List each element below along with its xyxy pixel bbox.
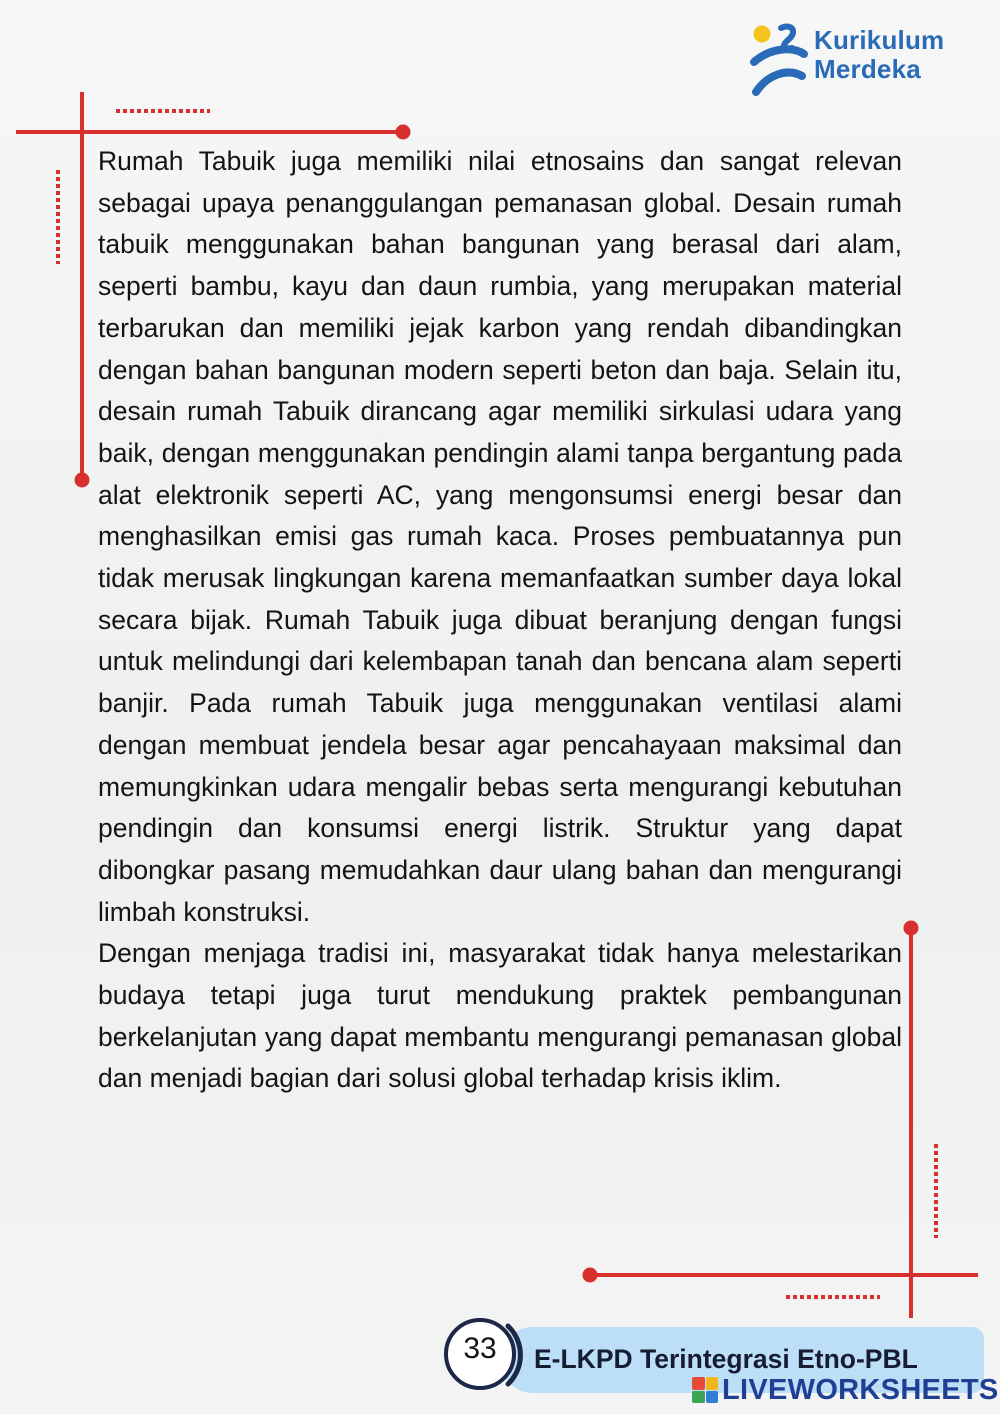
watermark-text: LIVEWORKSHEETS: [722, 1374, 999, 1406]
logo-line-kurikulum: Kurikulum: [814, 25, 945, 55]
left-line-end-dot: [75, 473, 90, 488]
footer-title: E-LKPD Terintegrasi Etno-PBL: [534, 1344, 918, 1374]
page-number: 33: [463, 1332, 497, 1365]
body-text: [98, 141, 902, 1100]
logo-wordmark: [814, 26, 944, 84]
kurikulum-merdeka-logo-icon: [748, 20, 810, 98]
paragraph-1: Rumah Tabuik juga memiliki nilai etnosains dan sangat relevan sebagai upaya penanggulangan pemanasan global. Desain rumah tabuik menggunakan bahan bangunan yang berasal dari alam, seperti bambu, kayu dan daun rumbia, yang merupakan material terbarukan dan memiliki jejak karbon yang rendah dibandingkan dengan bahan bangunan modern seperti beton dan baja. Selain itu, desain rumah Tabuik dirancang agar memiliki sirkulasi udara yang baik, dengan menggunakan pendingin alami tanpa bergantung pada alat elektronik seperti AC, yang mengonsumsi energi besar dan menghasilkan emisi gas rumah kaca. Proses pembuatannya pun tidak merusak lingkungan karena memanfaatkan sumber daya lokal secara bijak. Rumah Tabuik juga dibuat beranjung dengan fungsi untuk melindungi dari kelembapan tanah dan bencana alam seperti banjir. Pada rumah Tabuik juga menggunakan ventilasi alami dengan membuat jendela besar agar pencahayaan maksimal dan memungkinkan udara mengalir bebas serta mengurangi kebutuhan pendingin dan konsumsi energi listrik. Struktur yang dapat dibongkar pasang memudahkan daur ulang bahan dan mengurangi limbah konstruksi.: [98, 146, 902, 927]
logo-line-merdeka: Merdeka: [814, 54, 921, 84]
right-line-end-dot: [904, 921, 919, 936]
bottom-line-end-dot: [583, 1268, 598, 1283]
kurikulum-merdeka-logo: [748, 20, 968, 100]
top-line-end-dot: [396, 125, 411, 140]
liveworksheets-logo-icon: [692, 1377, 718, 1403]
paragraph-2: Dengan menjaga tradisi ini, masyarakat tidak hanya melestarikan budaya tetapi juga turut mendukung praktek pembangunan berkelanjutan yang dapat membantu mengurangi pemanasan global dan menjadi bagian dari solusi global terhadap krisis iklim.: [98, 938, 902, 1094]
